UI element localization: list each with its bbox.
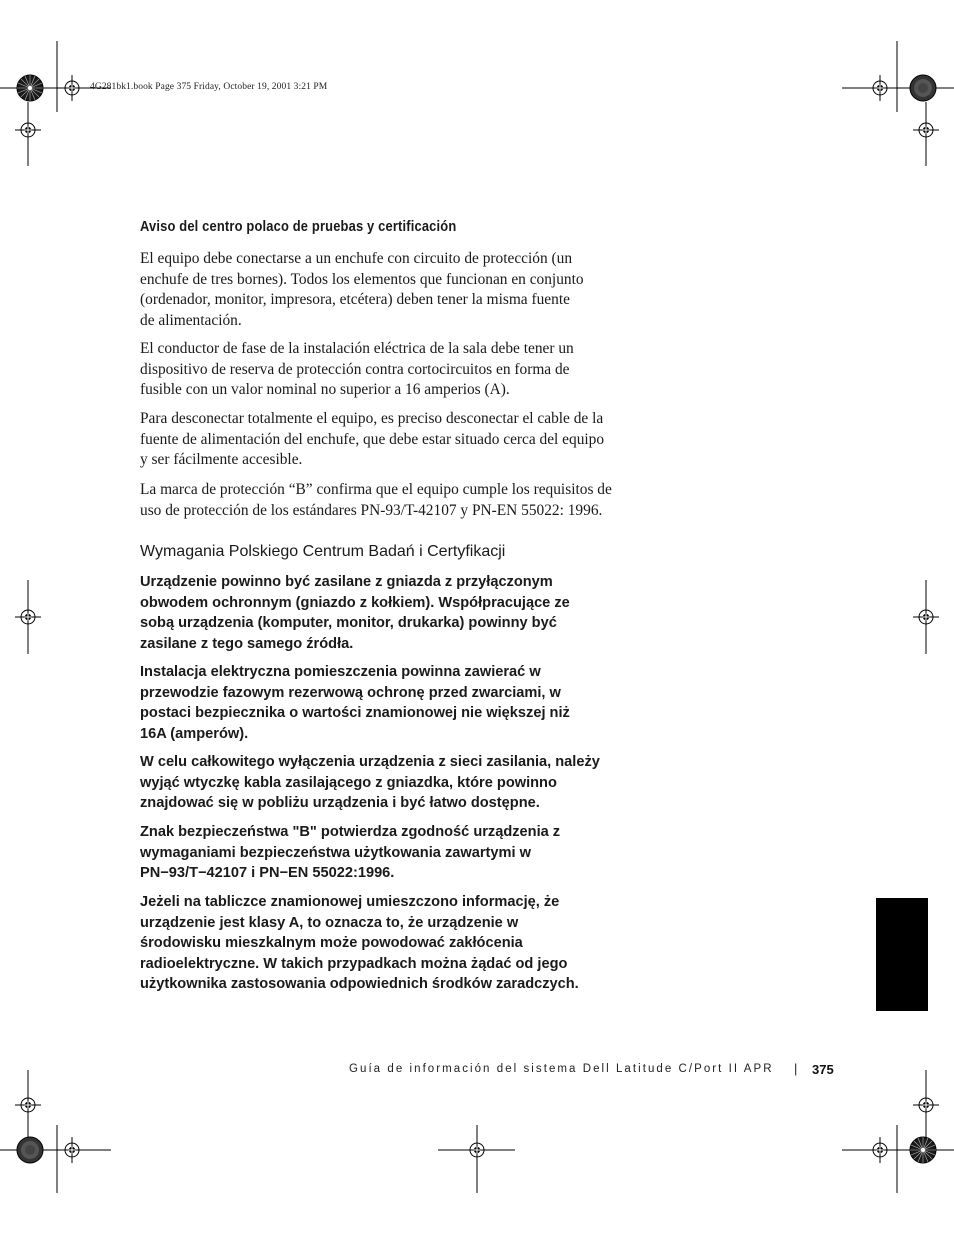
text-line: wymaganiami bezpieczeństwa użytkowania zawartymi w — [140, 844, 531, 861]
text-line: W celu całkowitego wyłączenia urządzenia z sieci zasilania, należy — [140, 754, 600, 770]
text-line: Znak bezpieczeństwa "B" potwierdza zgodność urządzenia z — [140, 824, 561, 840]
footer-book-title: Guía de información del sistema Dell Latitude C/Port II APR — [349, 1063, 774, 1075]
text-line: radioelektryczne. W takich przypadkach można żądać od jego — [140, 955, 568, 972]
text-line: fusible con un valor nominal no superior a 16 amperios (A). — [140, 381, 510, 398]
text-line: obwodem ochronnym (gniazdo z kołkiem). Współpracujące ze — [140, 594, 570, 611]
file-info-header: 4G281bk1.book Page 375 Friday, October 19, 2001 3:21 PM — [90, 82, 328, 92]
text-line: dispositivo de reserva de protección contra cortocircuitos en forma de — [140, 360, 570, 378]
spanish-paragraph-1 — [140, 249, 630, 331]
text-line: y ser fácilmente accesible. — [140, 451, 303, 468]
text-line: postaci bezpiecznika o wartości znamionowej nie większej niż — [140, 705, 570, 722]
text-line: enchufe de tres bornes). Todos los elementos que funcionan en conjunto — [140, 270, 584, 288]
text-line: El conductor de fase de la instalación eléctrica de la sala debe tener un — [140, 340, 574, 357]
text-line: środowisku mieszkalnym może powodować zakłócenia — [140, 935, 523, 952]
text-line: 16A (amperów). — [140, 725, 249, 742]
polish-section-heading: Wymagania Polskiego Centrum Badań i Certyfikacji — [140, 543, 506, 560]
spanish-paragraph-2 — [140, 339, 630, 401]
text-line: Urządzenie powinno być zasilane z gniazda z przyłączonym — [140, 574, 553, 590]
text-line: użytkownika zastosowania odpowiednich środków zaradczych. — [140, 976, 579, 993]
polish-paragraph-2 — [140, 662, 640, 744]
text-line: Instalacja elektryczna pomieszczenia powinna zawierać w — [140, 664, 541, 680]
spanish-paragraph-3 — [140, 409, 630, 471]
polish-paragraph-5 — [140, 892, 640, 995]
text-line: uso de protección de los estándares PN-93/T-42107 y PN-EN 55022: 1996. — [140, 501, 603, 519]
text-line: wyjąć wtyczkę kabla zasilającego z gniazdka, które powinno — [140, 774, 557, 791]
text-line: PN−93/T−42107 i PN−EN 55022:1996. — [140, 865, 395, 882]
text-line: fuente de alimentación del enchufe, que debe estar situado cerca del equipo — [140, 430, 605, 448]
section-thumb-tab — [876, 898, 928, 1011]
polish-paragraph-4 — [140, 822, 640, 884]
text-line: Para desconectar totalmente el equipo, es preciso desconectar el cable de la — [140, 410, 604, 427]
polish-paragraph-3 — [140, 752, 640, 814]
text-line: Jeżeli na tabliczce znamionowej umieszczono informację, że — [140, 894, 560, 910]
text-line: La marca de protección “B” confirma que el equipo cumple los requisitos de — [140, 481, 612, 498]
spanish-paragraph-4 — [140, 480, 630, 521]
text-line: urządzenie jest klasy A, to oznacza to, że urządzenie w — [140, 914, 519, 931]
footer-separator: | — [794, 1061, 798, 1076]
text-line: sobą urządzenia (komputer, monitor, drukarka) powinny być — [140, 615, 557, 632]
text-line: El equipo debe conectarse a un enchufe con circuito de protección (un — [140, 250, 573, 267]
text-line: de alimentación. — [140, 311, 242, 329]
polish-paragraph-1 — [140, 572, 640, 654]
text-line: przewodzie fazowym rezerwową ochronę przed zwarciami, w — [140, 684, 561, 701]
text-line: zasilane z tego samego źródła. — [140, 635, 354, 652]
spanish-section-heading: Aviso del centro polaco de pruebas y certificación — [140, 218, 457, 235]
text-line: (ordenador, monitor, impresora, etcétera) deben tener la misma fuente — [140, 291, 570, 308]
page-number: 375 — [812, 1062, 834, 1077]
text-line: znajdować się w pobliżu urządzenia i być łatwo dostępne. — [140, 795, 540, 812]
